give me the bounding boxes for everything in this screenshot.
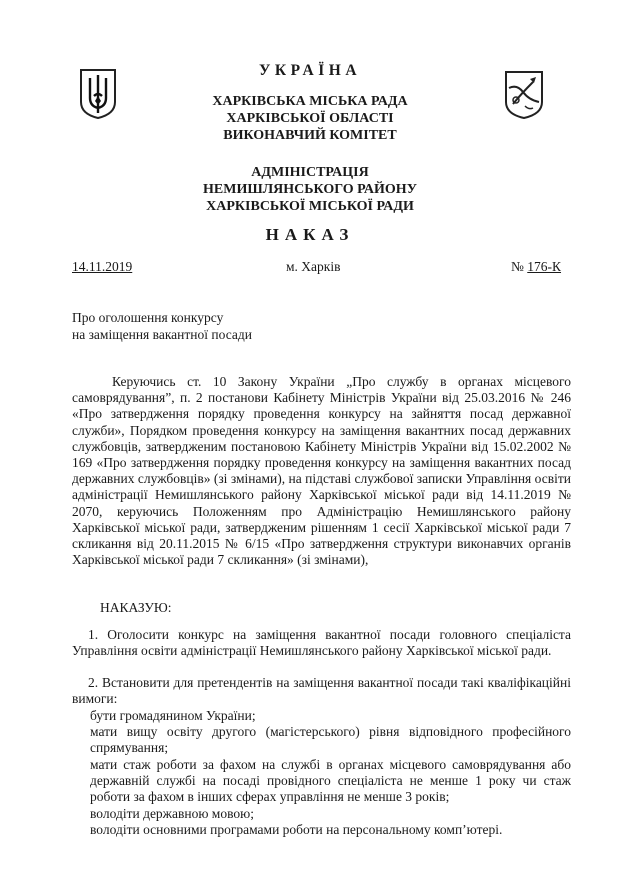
subject-line: на заміщення вакантної посади	[72, 327, 252, 342]
order-date: 14.11.2019	[72, 259, 133, 274]
council-line: ВИКОНАВЧИЙ КОМІТЕТ	[223, 128, 397, 143]
preamble-paragraph: Керуючись ст. 10 Закону України „Про службу в органах місцевого самоврядування”, п. 2 постанови Кабінету Міністрів України від 25.03.2016 № 246 «Про затвердження порядку проведення конкурсу на зайняття посад державної служби», Порядком проведення конкурсу на заміщення вакантних посад державних службовців, затвердженим постановою Кабінету Міністрів України від 15.02.2002 № 169 «Про затвердження порядку проведення конкурсу на заміщення вакантних посад державних службовців» (зі змінами), на підставі службової записки Управління освіти адміністрації Немишлянського району Харківської міської ради від 14.11.2019 № 2070, керуючись Положенням про Адміністрацію Немишлянського району Харківської міської ради, затвердженим рішенням 1 сесії Харківської міської ради 7 скликання від 20.11.2015 № 6/15 «Про затвердження структури виконавчих органів Харківської міської ради 7 скликання» (зі змінами),	[72, 374, 571, 568]
order-item-2: 2. Встановити для претендентів на заміщення вакантної посади такі кваліфікаційні вимоги:	[72, 675, 571, 707]
order-city: м. Харків	[286, 259, 341, 274]
order-number	[511, 259, 561, 275]
order-word: НАКАЗУЮ:	[100, 600, 172, 615]
requirement-item: бути громадянином України;	[90, 708, 256, 723]
order-item-1: 1. Оголосити конкурс на заміщення вакантної посади головного спеціаліста Управління освіти адміністрації Немишлянського району Харківської міської ради.	[72, 627, 571, 659]
country-title: УКРАЇНА	[258, 62, 362, 79]
order-subject	[72, 309, 252, 343]
order-number-prefix: №	[511, 259, 524, 274]
administration-line: НЕМИШЛЯНСЬКОГО РАЙОНУ	[203, 182, 417, 197]
administration-line: ХАРКІВСЬКОЇ МІСЬКОЇ РАДИ	[206, 199, 414, 214]
requirement-item: мати вищу освіту другого (магістерського) рівня відповідного професійного спрямування;	[90, 724, 571, 756]
requirement-item: володіти державною мовою;	[90, 806, 254, 821]
order-title: НАКАЗ	[265, 225, 355, 244]
administration-header	[0, 164, 620, 215]
council-header	[0, 93, 620, 144]
order-number-value: 176-К	[527, 259, 562, 274]
subject-line: Про оголошення конкурсу	[72, 310, 224, 325]
council-line: ХАРКІВСЬКОЇ ОБЛАСТІ	[226, 111, 394, 126]
requirement-item: володіти основними програмами роботи на персональному комп’ютері.	[90, 822, 503, 837]
requirement-item: мати стаж роботи за фахом на службі в органах місцевого самоврядування або державній службі на посаді провідного спеціаліста не менше 1 року чи стаж роботи за фахом в інших сферах управління не менше 3 років;	[90, 757, 571, 805]
council-line: ХАРКІВСЬКА МІСЬКА РАДА	[212, 94, 408, 109]
administration-line: АДМІНІСТРАЦІЯ	[251, 165, 369, 180]
